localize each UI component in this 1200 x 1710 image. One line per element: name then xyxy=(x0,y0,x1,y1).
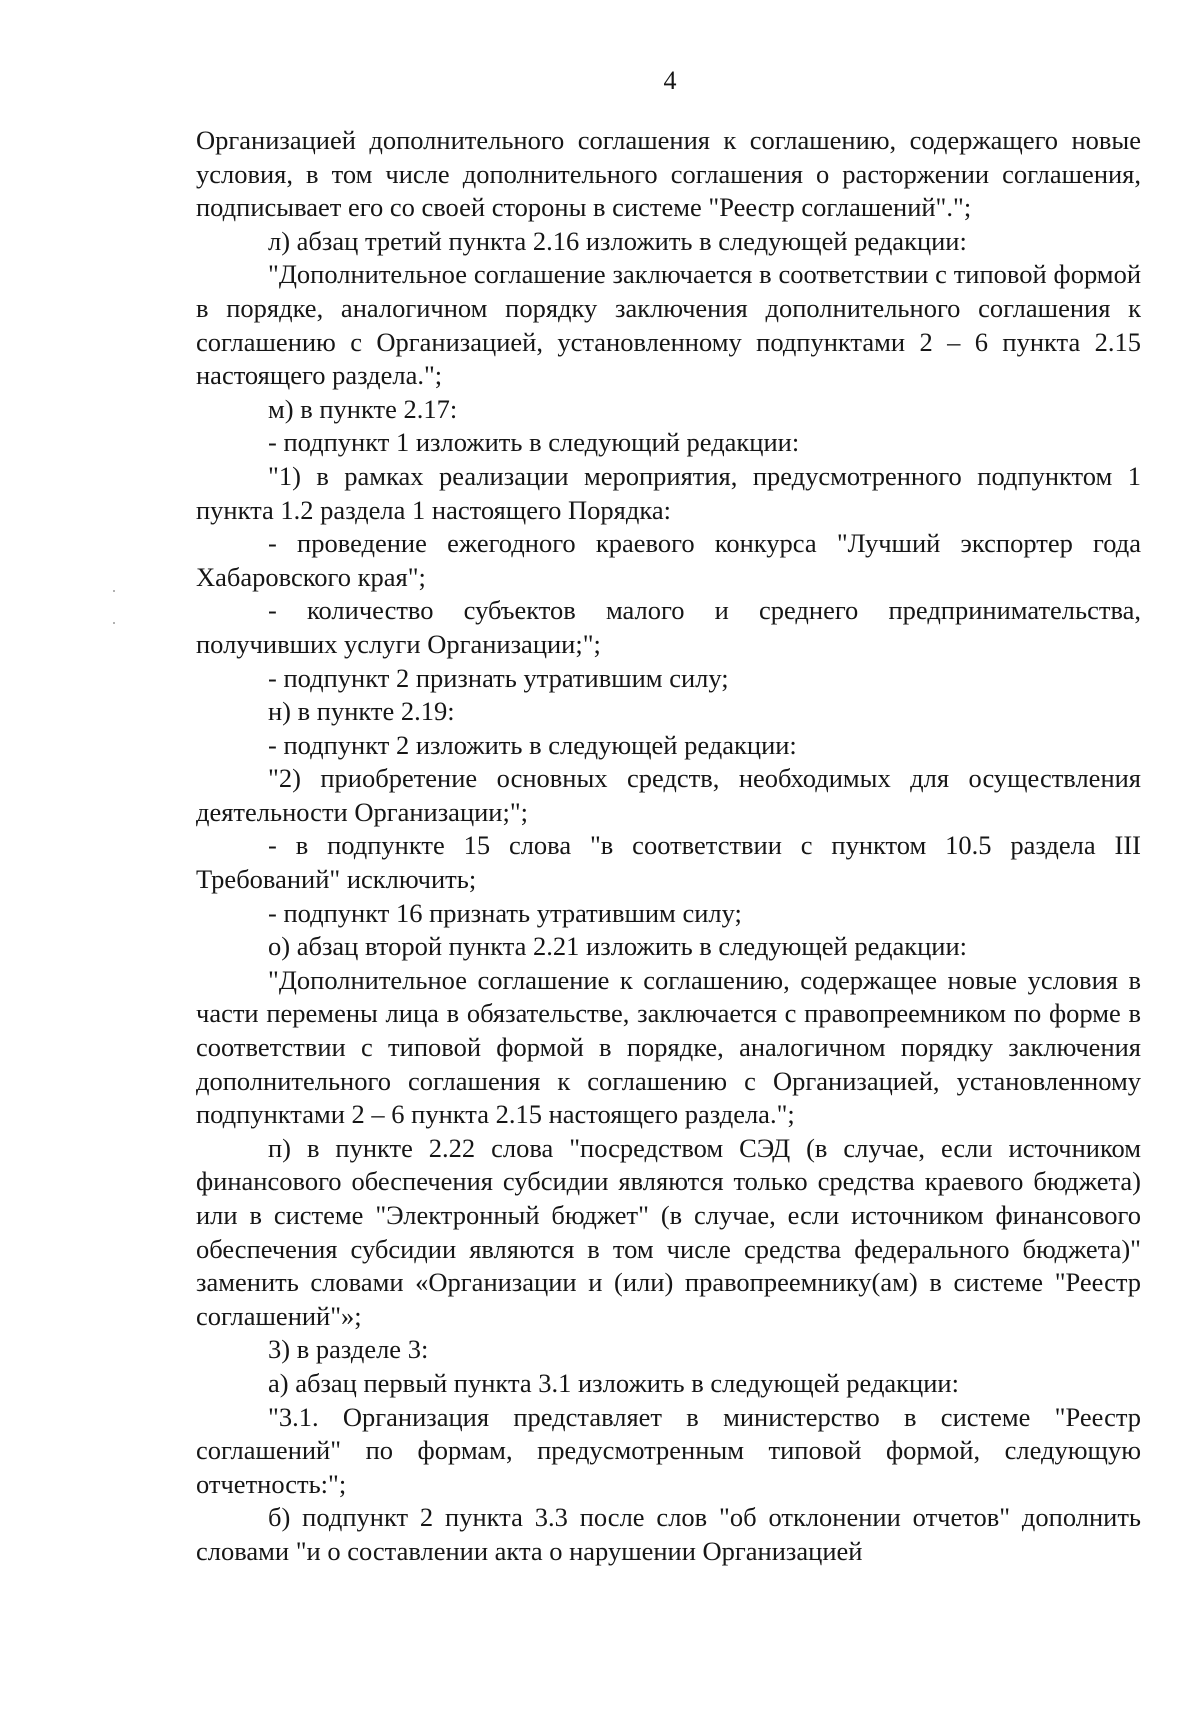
paragraph: Организацией дополнительного соглашения к соглашению, содержащего новые условия, в том числе дополнительного соглашения о расторжении соглашения, подписывает его со своей стороны в системе "Реестр соглашений"."; xyxy=(196,125,1141,223)
paragraph: "3.1. Организация представляет в министерство в системе "Реестр соглашений" по формам, предусмотренным типовой формой, следующую отчетность:"; xyxy=(196,1401,1141,1499)
paragraph: о) абзац второй пункта 2.21 изложить в следующей редакции: xyxy=(268,931,968,962)
paragraph: а) абзац первый пункта 3.1 изложить в следующей редакции: xyxy=(268,1367,959,1398)
paragraph: п) в пункте 2.22 слова "посредством СЭД (в случае, если источником финансового обеспечения субсидии являются только средства краевого бюджета) или в системе "Электронный бюджет" (в случае, если источником финансового обеспечения субсидии являются в том числе средства федерального бюджета)" заменить словами «Организации и (или) правопреемнику(ам) в системе "Реестр соглашений"»; xyxy=(196,1132,1141,1331)
paragraph: - в подпункте 15 слова "в соответствии с пунктом 10.5 раздела III Требований" исключить; xyxy=(196,830,1141,895)
paragraph: - подпункт 1 изложить в следующий редакции: xyxy=(268,427,800,458)
paragraph: - подпункт 2 признать утратившим силу; xyxy=(268,662,729,693)
document-body xyxy=(196,124,1141,1569)
paragraph: "1) в рамках реализации мероприятия, предусмотренного подпунктом 1 пункта 1.2 раздела 1 настоящего Порядка: xyxy=(196,460,1141,525)
paragraph: - подпункт 16 признать утратившим силу; xyxy=(268,897,742,928)
scan-speck xyxy=(113,590,115,592)
paragraph: м) в пункте 2.17: xyxy=(268,393,458,424)
paragraph: - количество субъектов малого и среднего предпринимательства, получивших услуги Организации;"; xyxy=(196,595,1141,659)
page-number: 4 xyxy=(663,66,677,95)
paragraph: - подпункт 2 изложить в следующей редакции: xyxy=(268,729,797,760)
paragraph: л) абзац третий пункта 2.16 изложить в следующей редакции: xyxy=(268,225,967,256)
paragraph: н) в пункте 2.19: xyxy=(268,696,455,727)
paragraph: - проведение ежегодного краевого конкурса "Лучший экспортер года Хабаровского края"; xyxy=(196,528,1141,592)
scan-speck xyxy=(113,622,115,624)
paragraph: "Дополнительное соглашение к соглашению, содержащее новые условия в части перемены лица в обязательстве, заключается с правопреемником по форме в соответствии с типовой формой в порядке, аналогичном порядку заключения дополнительного соглашения к соглашению с Организацией, установленному подпунктами 2 – 6 пункта 2.15 настоящего раздела."; xyxy=(196,964,1141,1130)
paragraph: б) подпункт 2 пункта 3.3 после слов "об отклонении отчетов" дополнить словами "и о составлении акта о нарушении Организацией xyxy=(196,1502,1141,1566)
paragraph: 3) в разделе 3: xyxy=(268,1334,429,1365)
paragraph: "2) приобретение основных средств, необходимых для осуществления деятельности Организации;"; xyxy=(196,763,1141,827)
paragraph: "Дополнительное соглашение заключается в соответствии с типовой формой в порядке, аналогичном порядку заключения дополнительного соглашения к соглашению с Организацией, установленному подпунктами 2 – 6 пункта 2.15 настоящего раздела."; xyxy=(196,259,1141,391)
